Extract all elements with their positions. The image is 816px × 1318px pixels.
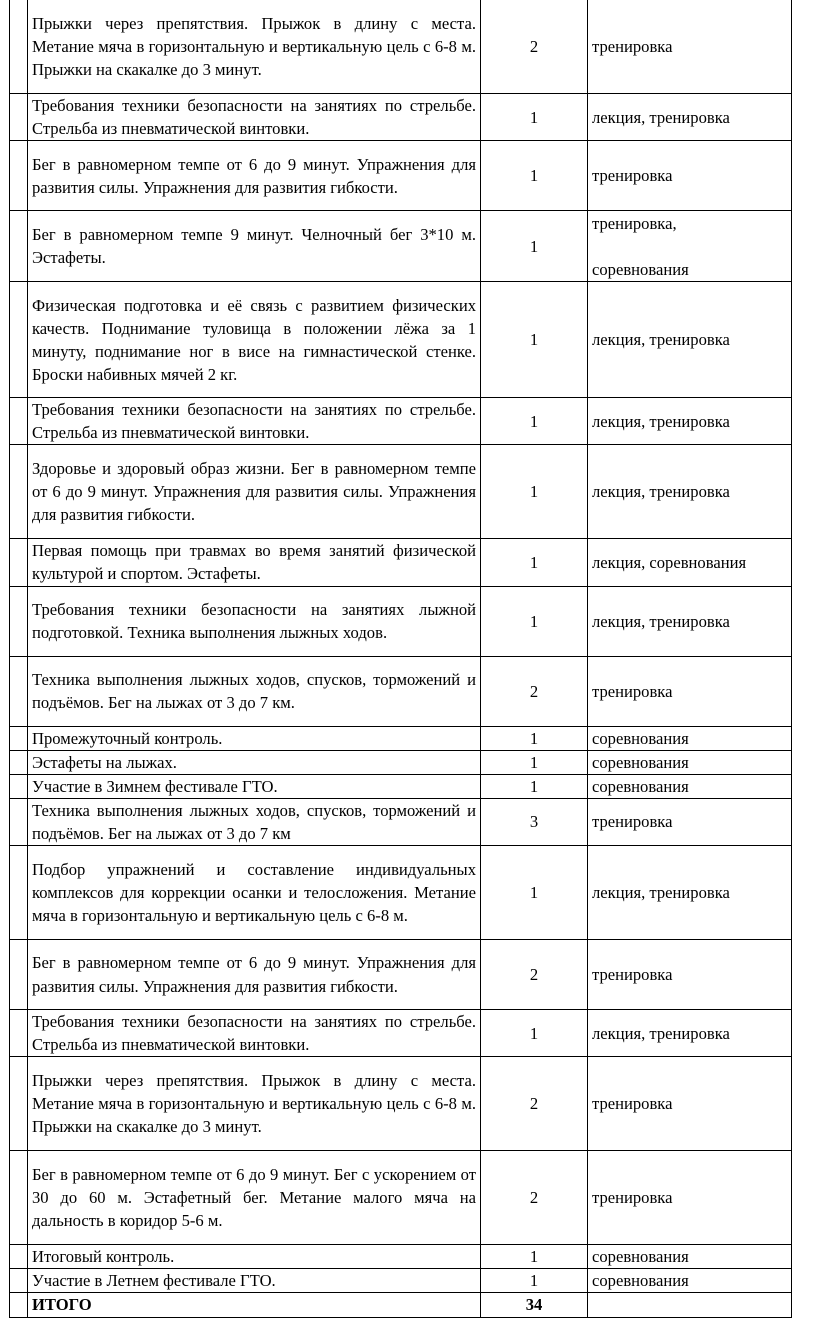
topic-cell: Здоровье и здоровый образ жизни. Бег в равномерном темпе от 6 до 9 минут. Упражнения для развития силы. Упражнения для развития гибкости. xyxy=(28,445,481,539)
hours-cell: 2 xyxy=(481,1151,588,1245)
form-cell: соревнования xyxy=(588,726,792,750)
form-cell: тренировка xyxy=(588,1057,792,1151)
row-number-cell xyxy=(10,586,28,656)
form-cell: лекция, тренировка xyxy=(588,282,792,398)
hours-cell: 3 xyxy=(481,798,588,845)
table-row xyxy=(10,1010,792,1057)
topic-cell: Бег в равномерном темпе от 6 до 9 минут. Упражнения для развития силы. Упражнения для развития гибкости. xyxy=(28,141,481,211)
row-number-cell xyxy=(10,798,28,845)
row-number-cell xyxy=(10,1151,28,1245)
topic-cell: Участие в Летнем фестивале ГТО. xyxy=(28,1269,481,1293)
form-cell: тренировка xyxy=(588,798,792,845)
table-row xyxy=(10,445,792,539)
table-row xyxy=(10,940,792,1010)
lesson-plan-table xyxy=(9,0,792,1318)
table-row xyxy=(10,798,792,845)
row-number-cell xyxy=(10,0,28,94)
table-row xyxy=(10,846,792,940)
hours-cell: 1 xyxy=(481,398,588,445)
row-number-cell xyxy=(10,1245,28,1269)
row-number-cell xyxy=(10,211,28,282)
form-cell: тренировка xyxy=(588,940,792,1010)
form-cell: лекция, тренировка xyxy=(588,586,792,656)
topic-cell: Техника выполнения лыжных ходов, спусков, торможений и подъёмов. Бег на лыжах от 3 до 7 км. xyxy=(28,656,481,726)
form-cell xyxy=(588,1293,792,1317)
table-row xyxy=(10,94,792,141)
topic-cell: Бег в равномерном темпе от 6 до 9 минут. Упражнения для развития силы. Упражнения для развития гибкости. xyxy=(28,940,481,1010)
table-row xyxy=(10,1269,792,1293)
table-row xyxy=(10,1245,792,1269)
table-row xyxy=(10,586,792,656)
hours-cell: 1 xyxy=(481,846,588,940)
hours-cell: 2 xyxy=(481,940,588,1010)
hours-cell: 1 xyxy=(481,750,588,774)
row-number-cell xyxy=(10,398,28,445)
row-number-cell xyxy=(10,539,28,586)
topic-cell: Промежуточный контроль. xyxy=(28,726,481,750)
hours-cell: 1 xyxy=(481,1010,588,1057)
table-row xyxy=(10,398,792,445)
row-number-cell xyxy=(10,1293,28,1317)
row-number-cell xyxy=(10,1010,28,1057)
form-cell: тренировка xyxy=(588,141,792,211)
hours-cell: 2 xyxy=(481,656,588,726)
form-cell: лекция, тренировка xyxy=(588,1010,792,1057)
form-cell: соревнования xyxy=(588,750,792,774)
row-number-cell xyxy=(10,1057,28,1151)
hours-cell: 1 xyxy=(481,445,588,539)
row-number-cell xyxy=(10,656,28,726)
form-cell: лекция, тренировка xyxy=(588,846,792,940)
form-line-2: соревнования xyxy=(592,259,689,279)
hours-cell: 2 xyxy=(481,1057,588,1151)
row-number-cell xyxy=(10,141,28,211)
table-row xyxy=(10,0,792,94)
form-cell: тренировка xyxy=(588,656,792,726)
total-label: ИТОГО xyxy=(28,1293,481,1317)
row-number-cell xyxy=(10,445,28,539)
table-row xyxy=(10,656,792,726)
form-cell: соревнования xyxy=(588,774,792,798)
form-cell: лекция, тренировка xyxy=(588,398,792,445)
row-number-cell xyxy=(10,750,28,774)
form-cell: лекция, соревнования xyxy=(588,539,792,586)
hours-cell: 1 xyxy=(481,211,588,282)
table-row xyxy=(10,141,792,211)
table-row xyxy=(10,1057,792,1151)
hours-cell: 2 xyxy=(481,0,588,94)
hours-cell: 1 xyxy=(481,141,588,211)
topic-cell: Участие в Зимнем фестивале ГТО. xyxy=(28,774,481,798)
topic-cell: Физическая подготовка и её связь с развитием физических качеств. Поднимание туловища в положении лёжа за 1 минуту, поднимание ног в висе на гимнастической стенке. Броски набивных мячей 2 кг. xyxy=(28,282,481,398)
table-row xyxy=(10,539,792,586)
topic-cell: Требования техники безопасности на занятиях по стрельбе. Стрельба из пневматической винтовки. xyxy=(28,94,481,141)
row-number-cell xyxy=(10,282,28,398)
topic-cell: Требования техники безопасности на занятиях по стрельбе. Стрельба из пневматической винтовки. xyxy=(28,398,481,445)
topic-cell: Подбор упражнений и составление индивидуальных комплексов для коррекции осанки и телосложения. Метание мяча в горизонтальную и вертикальную цель с 6-8 м. xyxy=(28,846,481,940)
topic-cell: Прыжки через препятствия. Прыжок в длину с места. Метание мяча в горизонтальную и вертикальную цель с 6-8 м. Прыжки на скакалке до 3 минут. xyxy=(28,0,481,94)
topic-cell: Прыжки через препятствия. Прыжок в длину с места. Метание мяча в горизонтальную и вертикальную цель с 6-8 м. Прыжки на скакалке до 3 минут. xyxy=(28,1057,481,1151)
form-cell: лекция, тренировка xyxy=(588,94,792,141)
hours-cell: 1 xyxy=(481,282,588,398)
table-row xyxy=(10,282,792,398)
row-number-cell xyxy=(10,846,28,940)
table-row xyxy=(10,211,792,282)
topic-cell: Требования техники безопасности на занятиях по стрельбе. Стрельба из пневматической винтовки. xyxy=(28,1010,481,1057)
total-row xyxy=(10,1293,792,1317)
table-row xyxy=(10,1151,792,1245)
hours-cell: 1 xyxy=(481,1245,588,1269)
form-cell: соревнования xyxy=(588,1245,792,1269)
total-hours: 34 xyxy=(481,1293,588,1317)
hours-cell: 1 xyxy=(481,726,588,750)
row-number-cell xyxy=(10,94,28,141)
row-number-cell xyxy=(10,940,28,1010)
topic-cell: Бег в равномерном темпе 9 минут. Челночный бег 3*10 м. Эстафеты. xyxy=(28,211,481,282)
form-cell xyxy=(588,211,792,282)
topic-cell: Первая помощь при травмах во время занятий физической культурой и спортом. Эстафеты. xyxy=(28,539,481,586)
hours-cell: 1 xyxy=(481,586,588,656)
topic-cell: Требования техники безопасности на занятиях лыжной подготовкой. Техника выполнения лыжных ходов. xyxy=(28,586,481,656)
row-number-cell xyxy=(10,774,28,798)
hours-cell: 1 xyxy=(481,94,588,141)
row-number-cell xyxy=(10,1269,28,1293)
row-number-cell xyxy=(10,726,28,750)
form-cell: тренировка xyxy=(588,1151,792,1245)
topic-cell: Эстафеты на лыжах. xyxy=(28,750,481,774)
topic-cell: Техника выполнения лыжных ходов, спусков, торможений и подъёмов. Бег на лыжах от 3 до 7 км xyxy=(28,798,481,845)
hours-cell: 1 xyxy=(481,774,588,798)
form-cell: лекция, тренировка xyxy=(588,445,792,539)
form-cell: соревнования xyxy=(588,1269,792,1293)
topic-cell: Итоговый контроль. xyxy=(28,1245,481,1269)
form-cell: тренировка xyxy=(588,0,792,94)
table-row xyxy=(10,726,792,750)
form-line-1: тренировка, xyxy=(592,213,677,233)
table-row xyxy=(10,774,792,798)
table-row xyxy=(10,750,792,774)
hours-cell: 1 xyxy=(481,1269,588,1293)
hours-cell: 1 xyxy=(481,539,588,586)
topic-cell: Бег в равномерном темпе от 6 до 9 минут. Бег с ускорением от 30 до 60 м. Эстафетный бег. Метание малого мяча на дальность в коридор 5-6 м. xyxy=(28,1151,481,1245)
